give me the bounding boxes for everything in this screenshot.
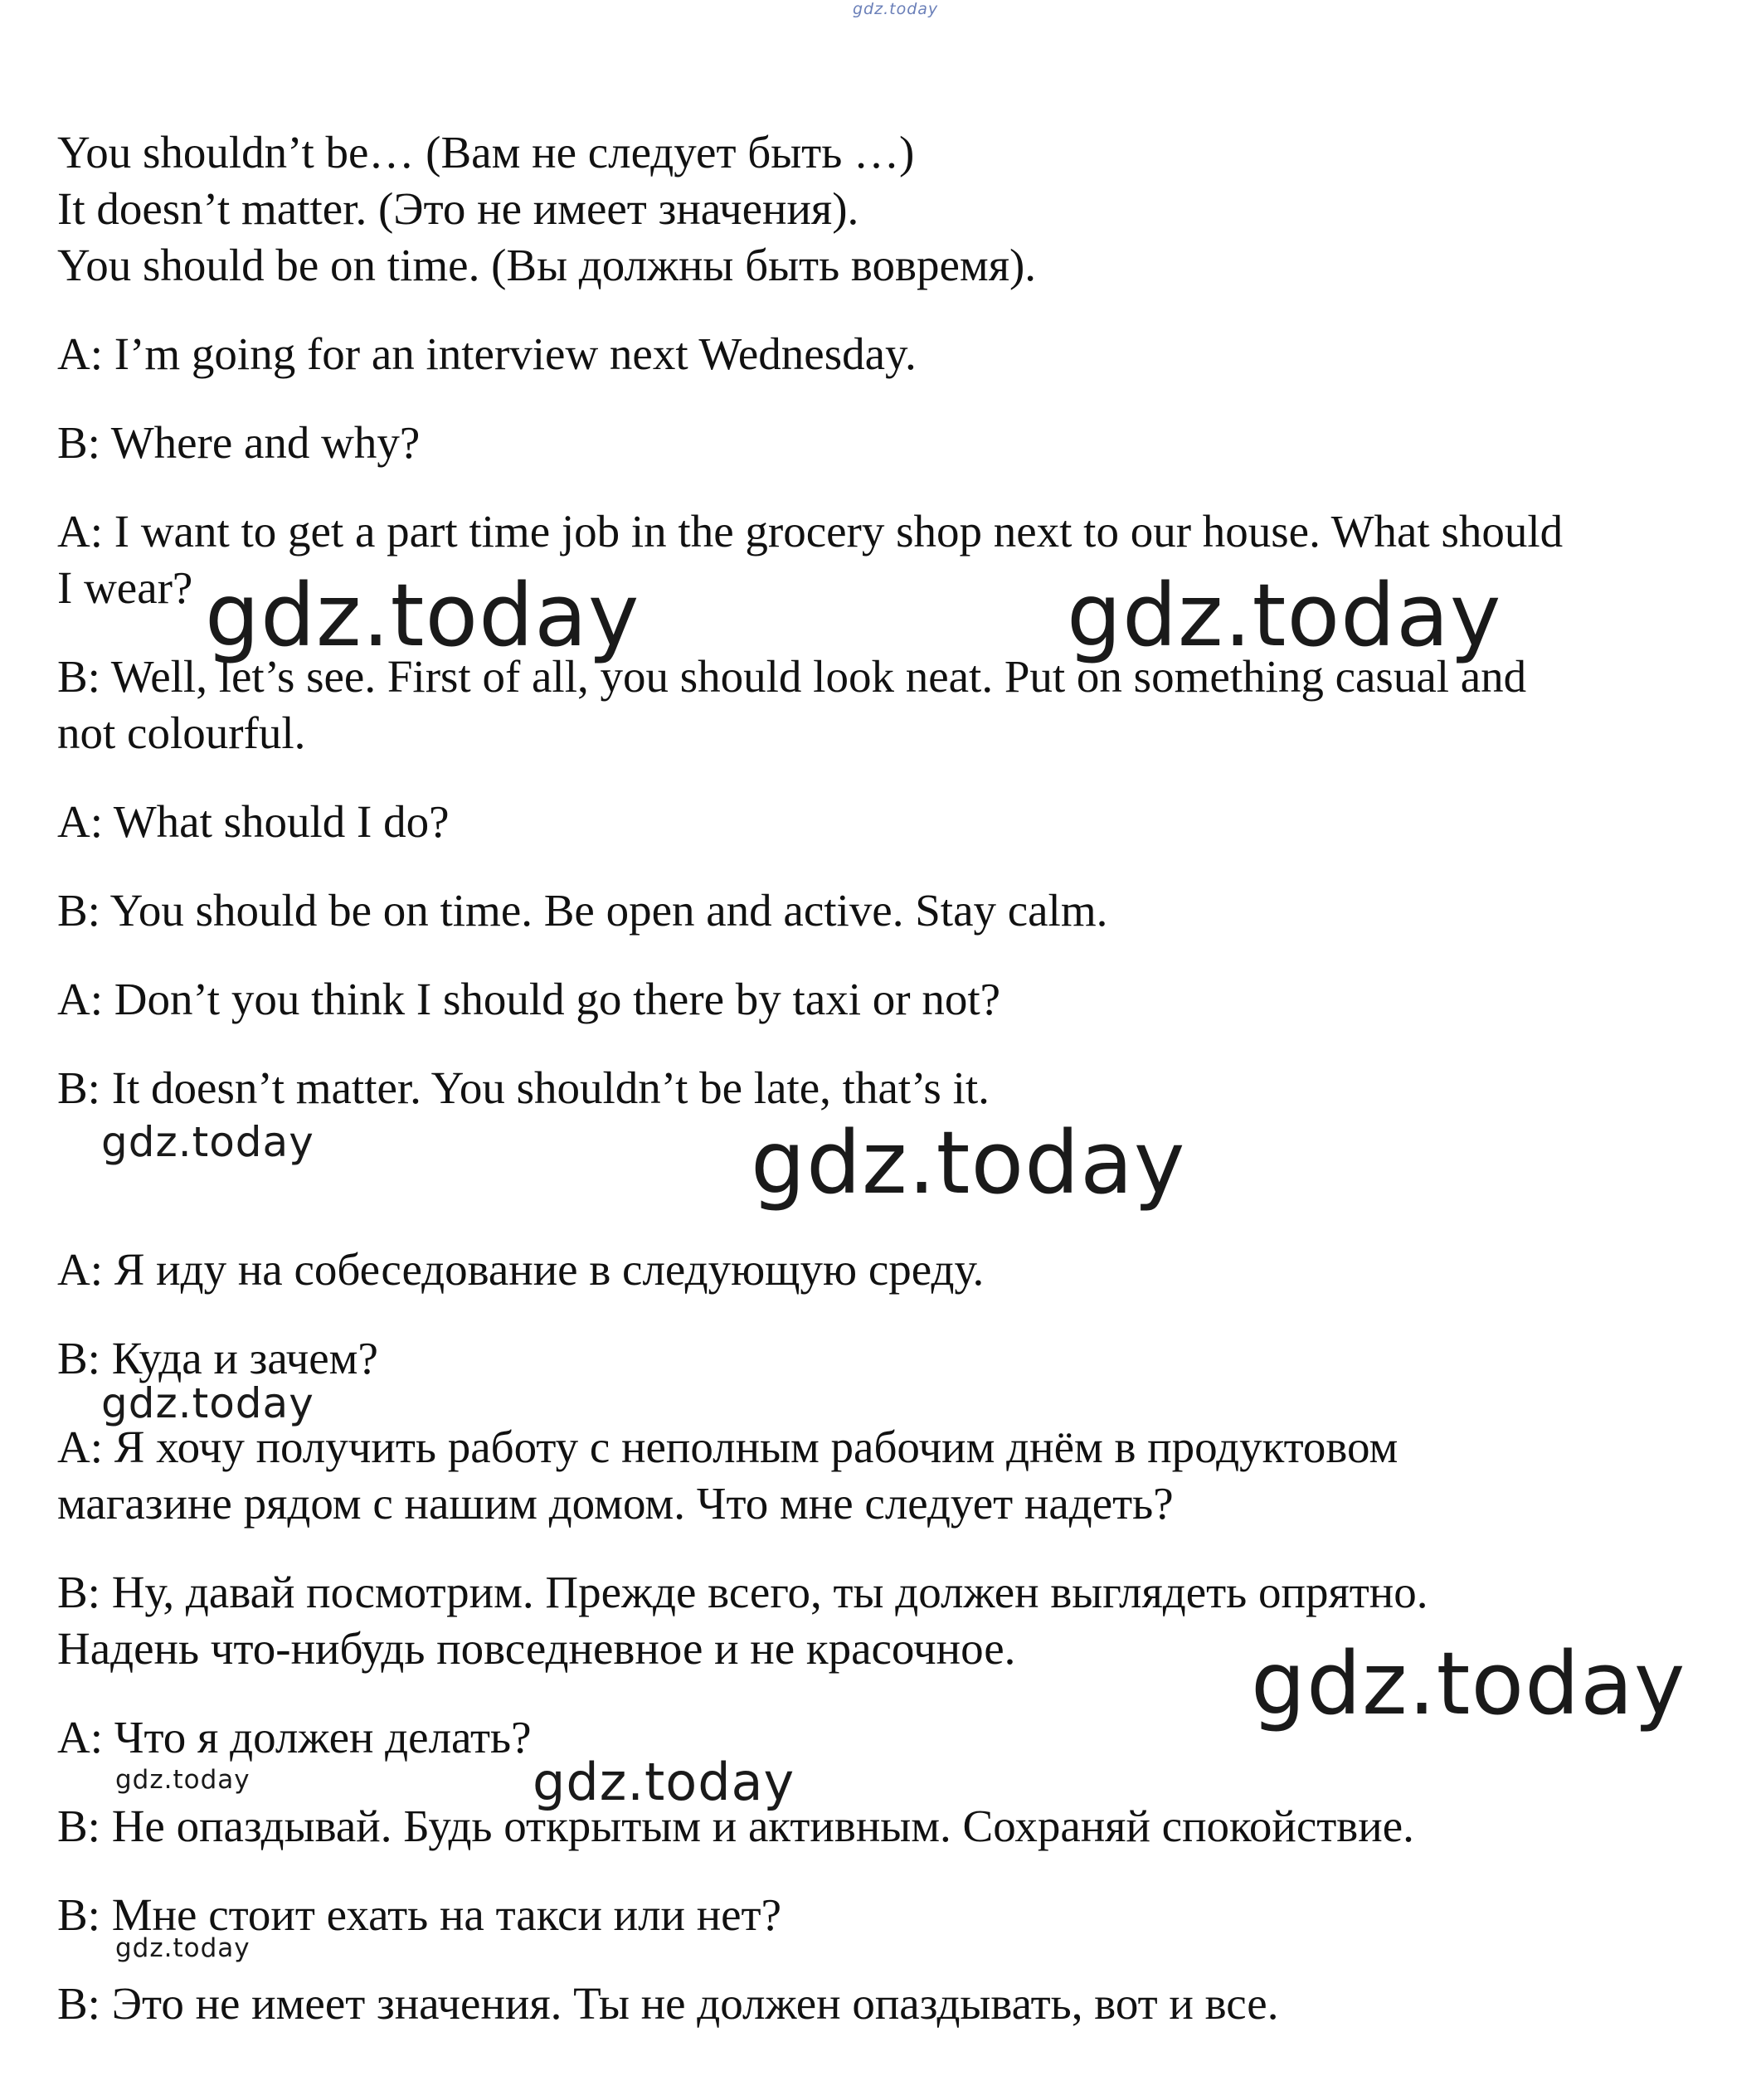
dialogue-en-line-6: B: You should be on time. Be open and active. Stay calm. xyxy=(57,885,1108,936)
dialogue-en-line-4: B: Well, let’s see. First of all, you should look neat. Put on something casual and xyxy=(57,651,1527,702)
watermark-top: gdz.today xyxy=(853,0,939,18)
watermark-large-right: gdz.today xyxy=(1067,565,1502,666)
watermark-small-mid: gdz.today xyxy=(101,1379,314,1427)
dialogue-ru-line-1: A: Я иду на собеседование в следующую среду. xyxy=(57,1244,985,1295)
watermark-tiny-2: gdz.today xyxy=(115,1933,251,1963)
watermark-small-left: gdz.today xyxy=(101,1118,314,1166)
dialogue-en-line-8: B: It doesn’t matter. You shouldn’t be late, that’s it. xyxy=(57,1062,990,1113)
dialogue-en-line-1: A: I’m going for an interview next Wednesday. xyxy=(57,328,917,379)
dialogue-en-line-2: B: Where and why? xyxy=(57,417,421,468)
text-line-phrase-3: You should be on time. (Вы должны быть вовремя). xyxy=(57,240,1037,290)
dialogue-en-line-3: A: I want to get a part time job in the grocery shop next to our house. What should xyxy=(57,506,1564,557)
watermark-large-left: gdz.today xyxy=(205,565,640,666)
dialogue-ru-line-4-cont: Надень что-нибудь повседневное и не красочное. xyxy=(57,1623,1016,1674)
watermark-large-bottom-right: gdz.today xyxy=(1251,1633,1686,1734)
dialogue-ru-line-8: B: Это не имеет значения. Ты не должен опаздывать, вот и все. xyxy=(57,1978,1279,2029)
text-line-phrase-1: You shouldn’t be… (Вам не следует быть …) xyxy=(57,127,915,177)
dialogue-ru-line-4: B: Ну, давай посмотрим. Прежде всего, ты должен выглядеть опрятно. xyxy=(57,1567,1428,1617)
watermark-tiny-1: gdz.today xyxy=(115,1765,251,1795)
dialogue-ru-line-2: B: Куда и зачем? xyxy=(57,1333,378,1383)
dialogue-en-line-4-cont: not colourful. xyxy=(57,707,306,758)
watermark-medium: gdz.today xyxy=(533,1752,795,1812)
dialogue-en-line-7: A: Don’t you think I should go there by taxi or not? xyxy=(57,974,1001,1024)
dialogue-en-line-5: A: What should I do? xyxy=(57,796,450,847)
dialogue-en-line-3-cont: I wear? xyxy=(57,562,193,613)
watermark-large-center: gdz.today xyxy=(751,1112,1186,1213)
dialogue-ru-line-3: A: Я хочу получить работу с неполным рабочим днём в продуктовом xyxy=(57,1422,1398,1472)
dialogue-ru-line-3-cont: магазине рядом с нашим домом. Что мне следует надеть? xyxy=(57,1478,1174,1529)
dialogue-ru-line-6: B: Не опаздывай. Будь открытым и активным. Сохраняй спокойствие. xyxy=(57,1801,1414,1851)
dialogue-ru-line-5: A: Что я должен делать? xyxy=(57,1712,532,1762)
text-line-phrase-2: It doesn’t matter. (Это не имеет значения). xyxy=(57,183,859,234)
dialogue-ru-line-7: B: Мне стоит ехать на такси или нет? xyxy=(57,1889,781,1940)
